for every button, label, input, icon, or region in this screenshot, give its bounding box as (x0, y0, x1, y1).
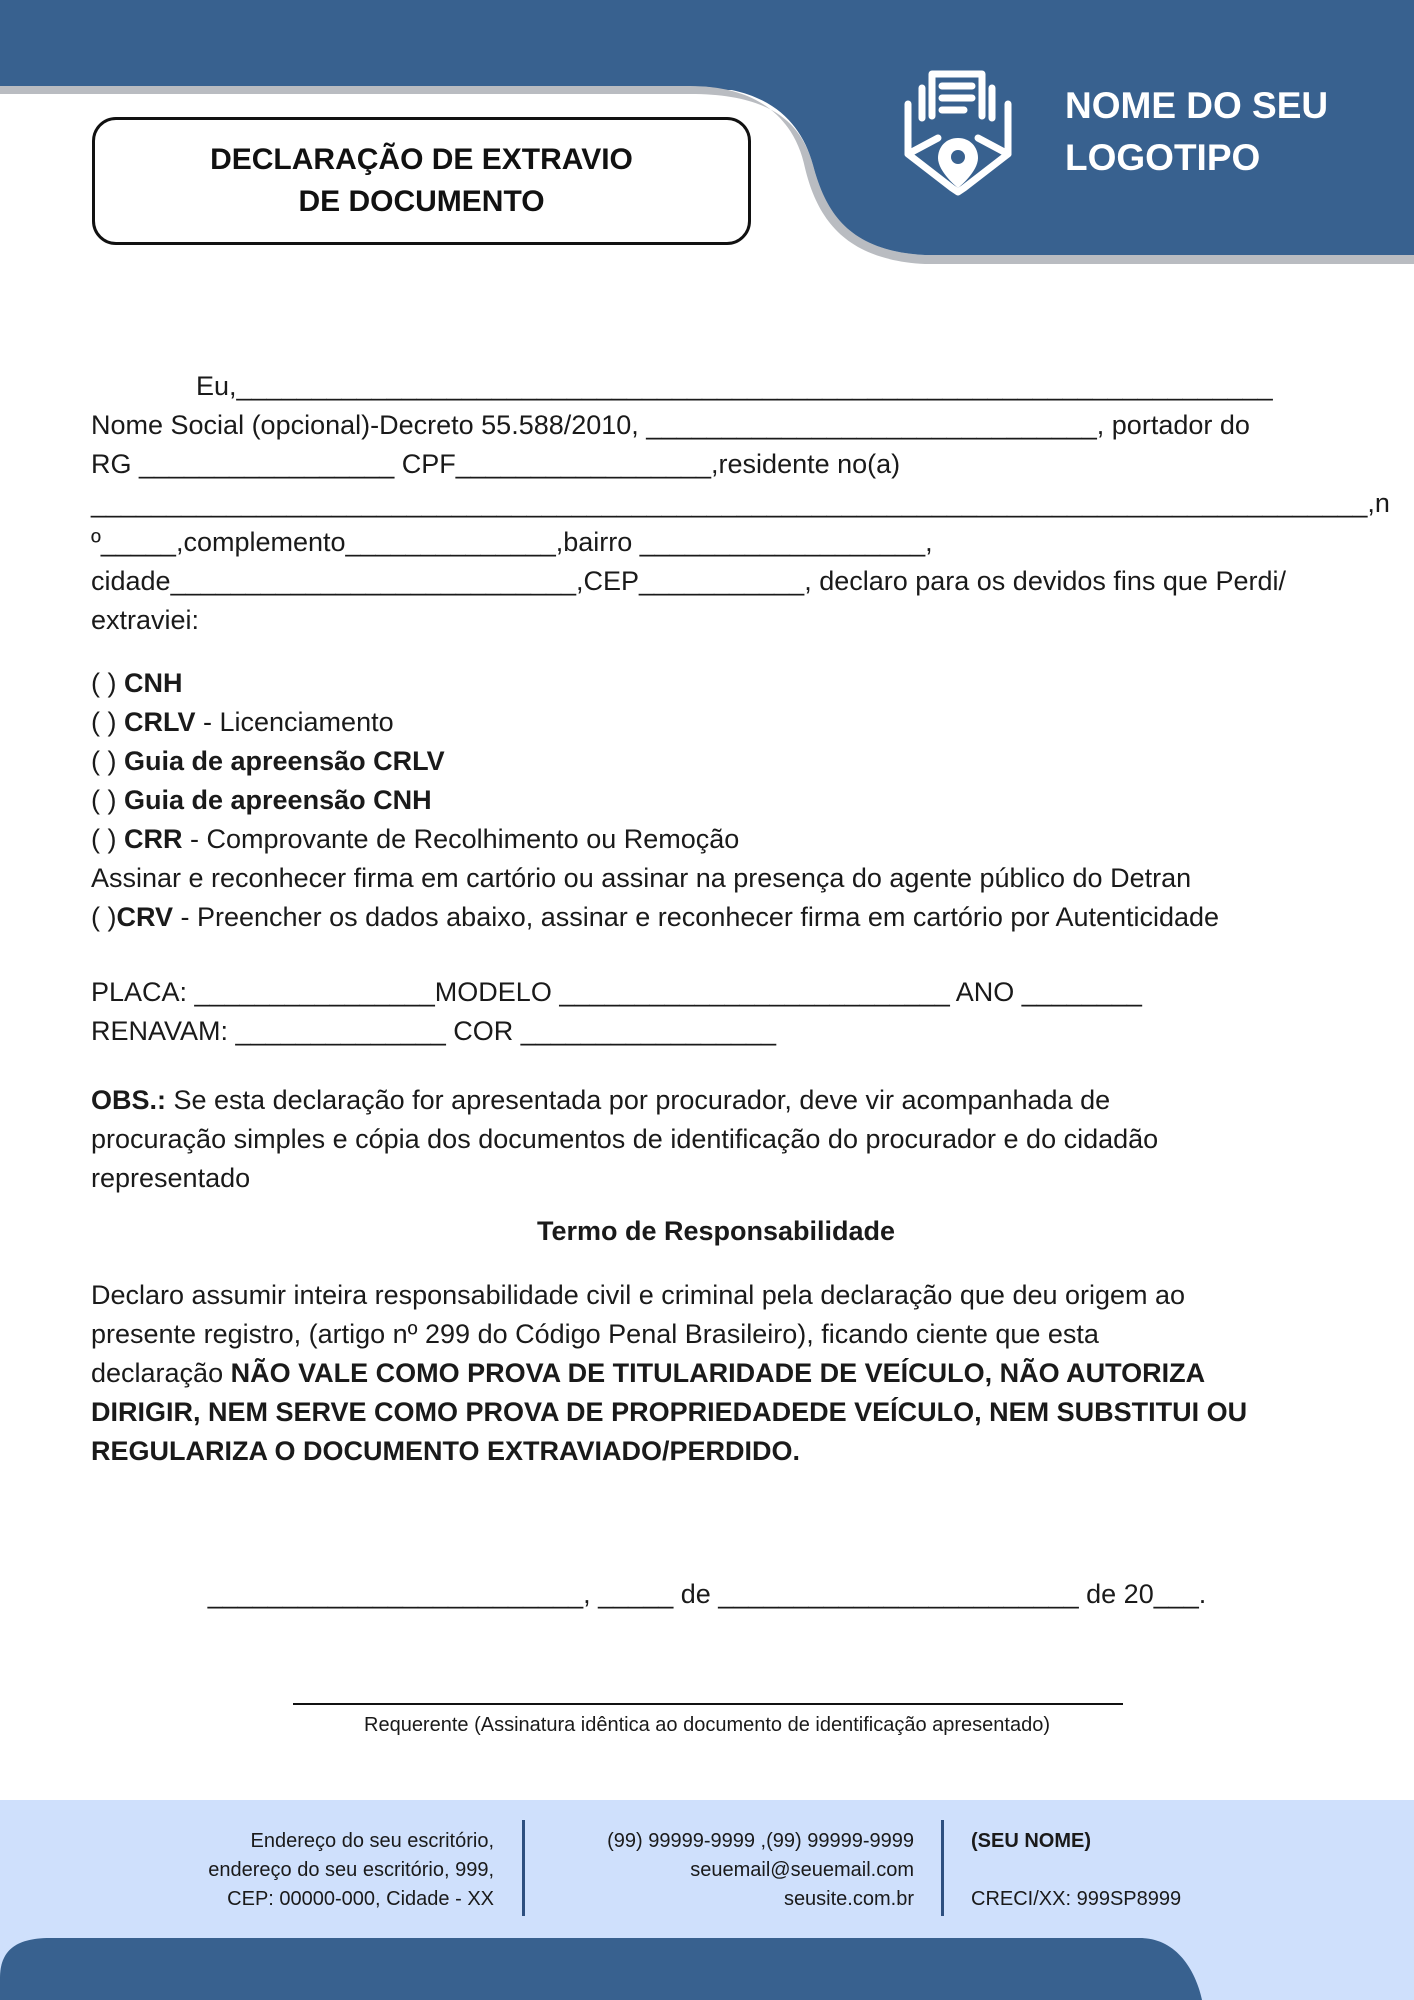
vehicle-line-renavam: RENAVAM: ______________ COR _________________ (91, 1016, 777, 1046)
obs-label: OBS.: (91, 1085, 167, 1115)
signature-caption: Requerente (Assinatura idêntica ao documento de identificação apresentado) (364, 1714, 1050, 1736)
option-crv: ( )CRV - Preencher os dados abaixo, assinar e reconhecer firma em cartório por Autenticidade (91, 902, 1220, 932)
term-title: Termo de Responsabilidade (536, 1216, 896, 1246)
footer-divider-1 (522, 1820, 525, 1916)
date-place-line: _________________________, _____ de ________________________ de 20___. (207, 1579, 1207, 1609)
form-line-rg-cpf: RG _________________ CPF_________________,residente no(a) (91, 449, 901, 479)
obs-line-1: OBS.: Se esta declaração for apresentada por procurador, deve vir acompanhada de (91, 1085, 1111, 1115)
document-title-line-2: DE DOCUMENTO (298, 185, 545, 218)
logo-line-2: LOGOTIPO (1065, 137, 1261, 178)
vehicle-line-placa: PLACA: ________________MODELO __________________________ ANO ________ (91, 977, 1142, 1007)
signature-line (293, 1703, 1123, 1705)
footer-agent (971, 1827, 1181, 1914)
form-line-social-name: Nome Social (opcional)-Decreto 55.588/2010, ______________________________, portador do (91, 410, 1250, 440)
form-line-extraviei: extraviei: (91, 605, 200, 635)
footer-bottom-shape (0, 1938, 1414, 2000)
footer-creci: CRECI/XX: 999SP8999 (971, 1888, 1182, 1910)
footer-contact (607, 1827, 914, 1914)
form-line-city-cep: cidade___________________________,CEP___________, declaro para os devidos fins que Perdi/ (91, 566, 1286, 596)
option-cnh: ( ) CNH (91, 668, 183, 698)
form-line-address: _____________________________________________________________________________________,n (91, 488, 1390, 518)
signature-instruction: Assinar e reconhecer firma em cartório ou assinar na presença do agente público do Detran (91, 863, 1192, 893)
form-line-name: Eu,_____________________________________________________________________ (196, 371, 1273, 401)
obs-line-3: representado (91, 1163, 251, 1193)
term-line-1: Declaro assumir inteira responsabilidade civil e criminal pela declaração que deu origem ao (91, 1280, 1186, 1310)
document-title-box (92, 117, 751, 245)
option-crr: ( ) CRR - Comprovante de Recolhimento ou Remoção (91, 824, 740, 854)
document-location-icon (902, 68, 1014, 196)
obs-line-2: procuração simples e cópia dos documentos de identificação do procurador e do cidadão (91, 1124, 1159, 1154)
logo-placeholder-text (1065, 80, 1328, 184)
footer-name: (SEU NOME) (971, 1830, 1091, 1852)
term-line-2: presente registro, (artigo nº 299 do Código Penal Brasileiro), ficando ciente que esta (91, 1319, 1099, 1349)
footer-address: Endereço do seu escritório, endereço do seu escritório, 999, CEP: 00000-000, Cidade - XX (208, 1830, 494, 1910)
document-title-line-1: DECLARAÇÃO DE EXTRAVIO (210, 143, 633, 176)
footer-email: seuemail@seuemail.com (690, 1859, 914, 1881)
footer-website: seusite.com.br (783, 1888, 914, 1910)
footer-phone: (99) 99999-9999 ,(99) 99999-9999 (607, 1830, 914, 1852)
footer-divider-2 (941, 1820, 944, 1916)
declaration-body (91, 367, 1390, 1471)
form-line-number-complement: º_____,complemento______________,bairro ___________________, (91, 527, 933, 557)
term-line-3: declaração NÃO VALE COMO PROVA DE TITULARIDADE DE VEÍCULO, NÃO AUTORIZA (91, 1358, 1206, 1388)
term-line-4: DIRIGIR, NEM SERVE COMO PROVA DE PROPRIEDADEDE VEÍCULO, NEM SUBSTITUI OU (91, 1397, 1248, 1427)
option-guia-crlv: ( ) Guia de apreensão CRLV (91, 746, 445, 776)
option-guia-cnh: ( ) Guia de apreensão CNH (91, 785, 432, 815)
term-line-5: REGULARIZA O DOCUMENTO EXTRAVIADO/PERDIDO. (91, 1436, 801, 1466)
option-crlv: ( ) CRLV - Licenciamento (91, 707, 394, 737)
logo-line-1: NOME DO SEU (1065, 85, 1329, 126)
